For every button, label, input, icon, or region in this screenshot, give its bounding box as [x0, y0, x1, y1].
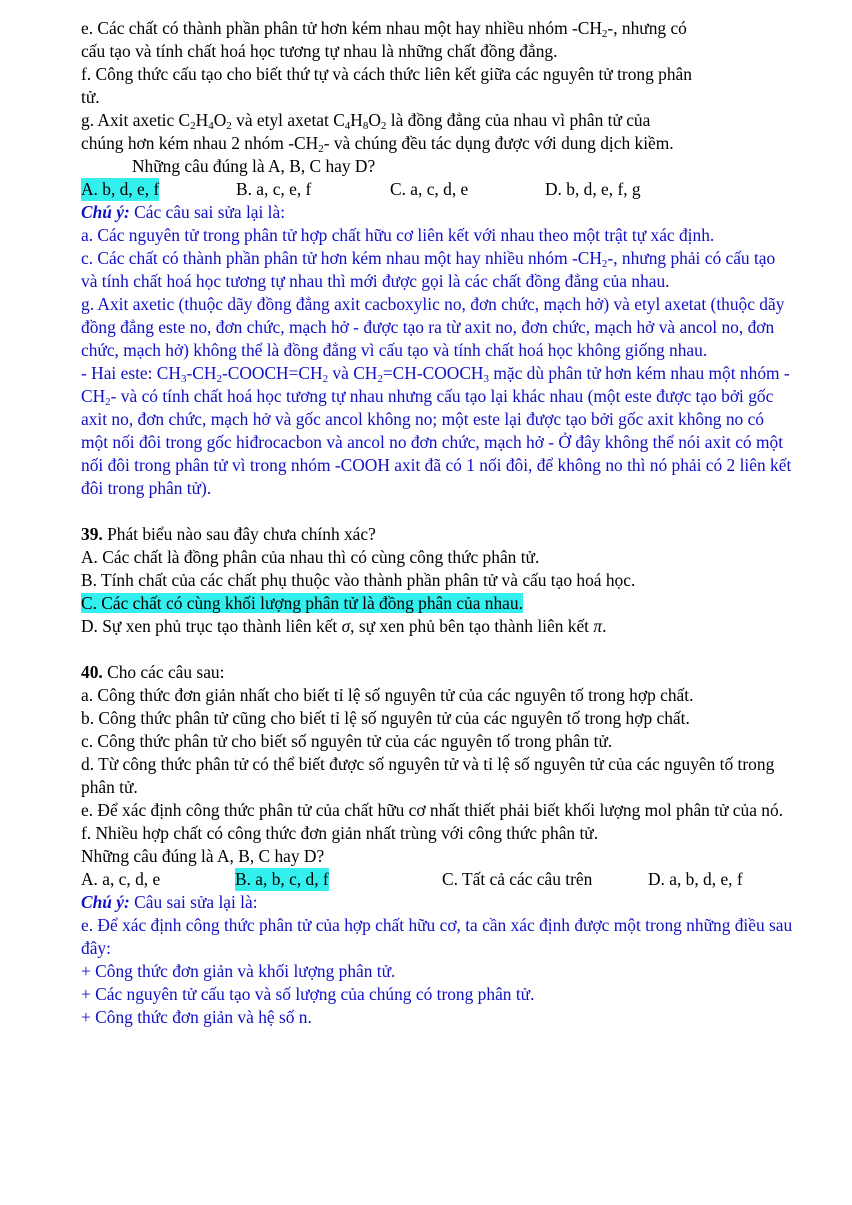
note-heading: Chú ý: Các câu sai sửa lại là:: [81, 202, 286, 222]
document-page: [81, 17, 793, 1029]
q39-option-b: B. Tính chất của các chất phụ thuộc vào thành phần phân tử và cấu tạo hoá học.: [81, 570, 636, 590]
question-40: 40. Cho các câu sau:: [81, 662, 225, 682]
note2-point-2: + Các nguyên tử cấu tạo và số lượng của chúng có trong phân tử.: [81, 984, 535, 1004]
note2-correction-e: e. Để xác định công thức phân tử của hợp chất hữu cơ, ta cần xác định được một trong những điều sau đây:: [81, 915, 793, 958]
q40-option-b-correct: B. a, b, c, d, f: [235, 869, 329, 889]
q40-statement-b: b. Công thức phân tử cũng cho biết tỉ lệ số nguyên tử của các nguyên tố trong hợp chất.: [81, 708, 690, 728]
q40-option-c: C. Tất cả các câu trên: [442, 869, 593, 889]
statement-e: e. Các chất có thành phần phân tử hơn kém nhau một hay nhiều nhóm $-CH_2-$, nhưng có: [81, 18, 687, 40]
statement-g: g. Axit axetic $C_2H_4O_2$ và etyl axetat $C_4H_8O_2$ là đồng đẳng của nhau vì phân tử của: [81, 110, 651, 132]
q40-option-d: D. a, b, d, e, f: [648, 869, 743, 889]
statement-f-cont: tử.: [81, 87, 100, 107]
q40-statement-f: f. Nhiều hợp chất có công thức đơn giản nhất trùng với công thức phân tử.: [81, 823, 599, 843]
q40-statement-c: c. Công thức phân tử cho biết số nguyên tử của các nguyên tố trong phân tử.: [81, 731, 613, 751]
note2-point-3: + Công thức đơn giản và hệ số n.: [81, 1007, 312, 1027]
q39-option-d: D. Sự xen phủ trục tạo thành liên kết σ, sự xen phủ bên tạo thành liên kết π.: [81, 616, 607, 636]
q39-option-a: A. Các chất là đồng phân của nhau thì có cùng công thức phân tử.: [81, 547, 540, 567]
note2-heading: Chú ý: Câu sai sửa lại là:: [81, 892, 258, 912]
option-c: C. a, c, d, e: [390, 179, 469, 199]
q40-statement-d: d. Từ công thức phân tử có thể biết được số nguyên tử và tỉ lệ số nguyên tử của các nguyên tố trong phân tử.: [81, 754, 775, 797]
option-d: D. b, d, e, f, g: [545, 179, 641, 199]
statement-g-cont: chúng hơn kém nhau 2 nhóm $-CH_2-$ và chúng đều tác dụng được với dung dịch kiềm.: [81, 133, 674, 155]
answer-options: [81, 178, 793, 201]
correction-a: a. Các nguyên tử trong phân tử hợp chất hữu cơ liên kết với nhau theo một trật tự xác định.: [81, 225, 715, 245]
q40-prompt: Những câu đúng là A, B, C hay D?: [81, 846, 325, 866]
option-a-correct: A. b, d, e, f: [81, 179, 160, 199]
statement-f: f. Công thức cấu tạo cho biết thứ tự và cách thức liên kết giữa các nguyên tử trong phân: [81, 64, 692, 84]
option-b: B. a, c, e, f: [236, 179, 312, 199]
correction-g: g. Axit axetic (thuộc dãy đồng đẳng axit cacboxylic no, đơn chức, mạch hở) và etyl axetat (thuộc dãy đồng đẳng este no, đơn chức, mạch hở - được tạo ra từ axit no, đơn chức, mạch hở và ancol no, đơn chức, mạch hở) không thể là đồng đẳng vì cấu tạo và tính chất hoá học không giống nhau.: [81, 294, 785, 360]
correction-c: c. Các chất có thành phần phân tử hơn kém nhau một hay nhiều nhóm $-CH_2-$, nhưng phải có cấu tạo và tính chất hoá học tương tự nhau thì mới được gọi là các chất đồng đẳng của nhau.: [81, 248, 776, 291]
q39-option-c: C. Các chất có cùng khối lượng phân tử là đồng phân của nhau.: [81, 593, 523, 613]
q40-answer-options: [81, 868, 793, 891]
q40-option-a: A. a, c, d, e: [81, 869, 161, 889]
q40-statement-a: a. Công thức đơn giản nhất cho biết tỉ lệ số nguyên tử của các nguyên tố trong hợp chất.: [81, 685, 694, 705]
q40-statement-e: e. Để xác định công thức phân tử của chất hữu cơ nhất thiết phải biết khối lượng mol phân tử của nó.: [81, 800, 784, 820]
statement-e-cont: cấu tạo và tính chất hoá học tương tự nhau là những chất đồng đẳng.: [81, 41, 558, 61]
question-39: 39. Phát biểu nào sau đây chưa chính xác?: [81, 524, 376, 544]
note2-point-1: + Công thức đơn giản và khối lượng phân tử.: [81, 961, 396, 981]
correction-esters: - Hai este: $CH_3-CH_2-COOCH=CH_2$ và $CH_2=CH-COOCH_3$ mặc dù phân tử hơn kém nhau một nhóm $-CH_2-$ và có tính chất hoá học tương tự nhau nhưng cấu tạo lại khác nhau (một este được tạo bởi gốc axit no, đơn chức, mạch hở và gốc ancol không no; một este lại được tạo bởi gốc axit không no có một nối đôi trong gốc hiđrocacbon và ancol no đơn chức, mạch hở - Ở đây không thể nói axit có một nối đôi trong phân tử vì trong nhóm -COOH axit đã có 1 nối đôi, để không no thì nó phải có 2 liên kết đôi trong phân tử).: [81, 363, 792, 498]
question-prompt: Những câu đúng là A, B, C hay D?: [132, 156, 376, 176]
